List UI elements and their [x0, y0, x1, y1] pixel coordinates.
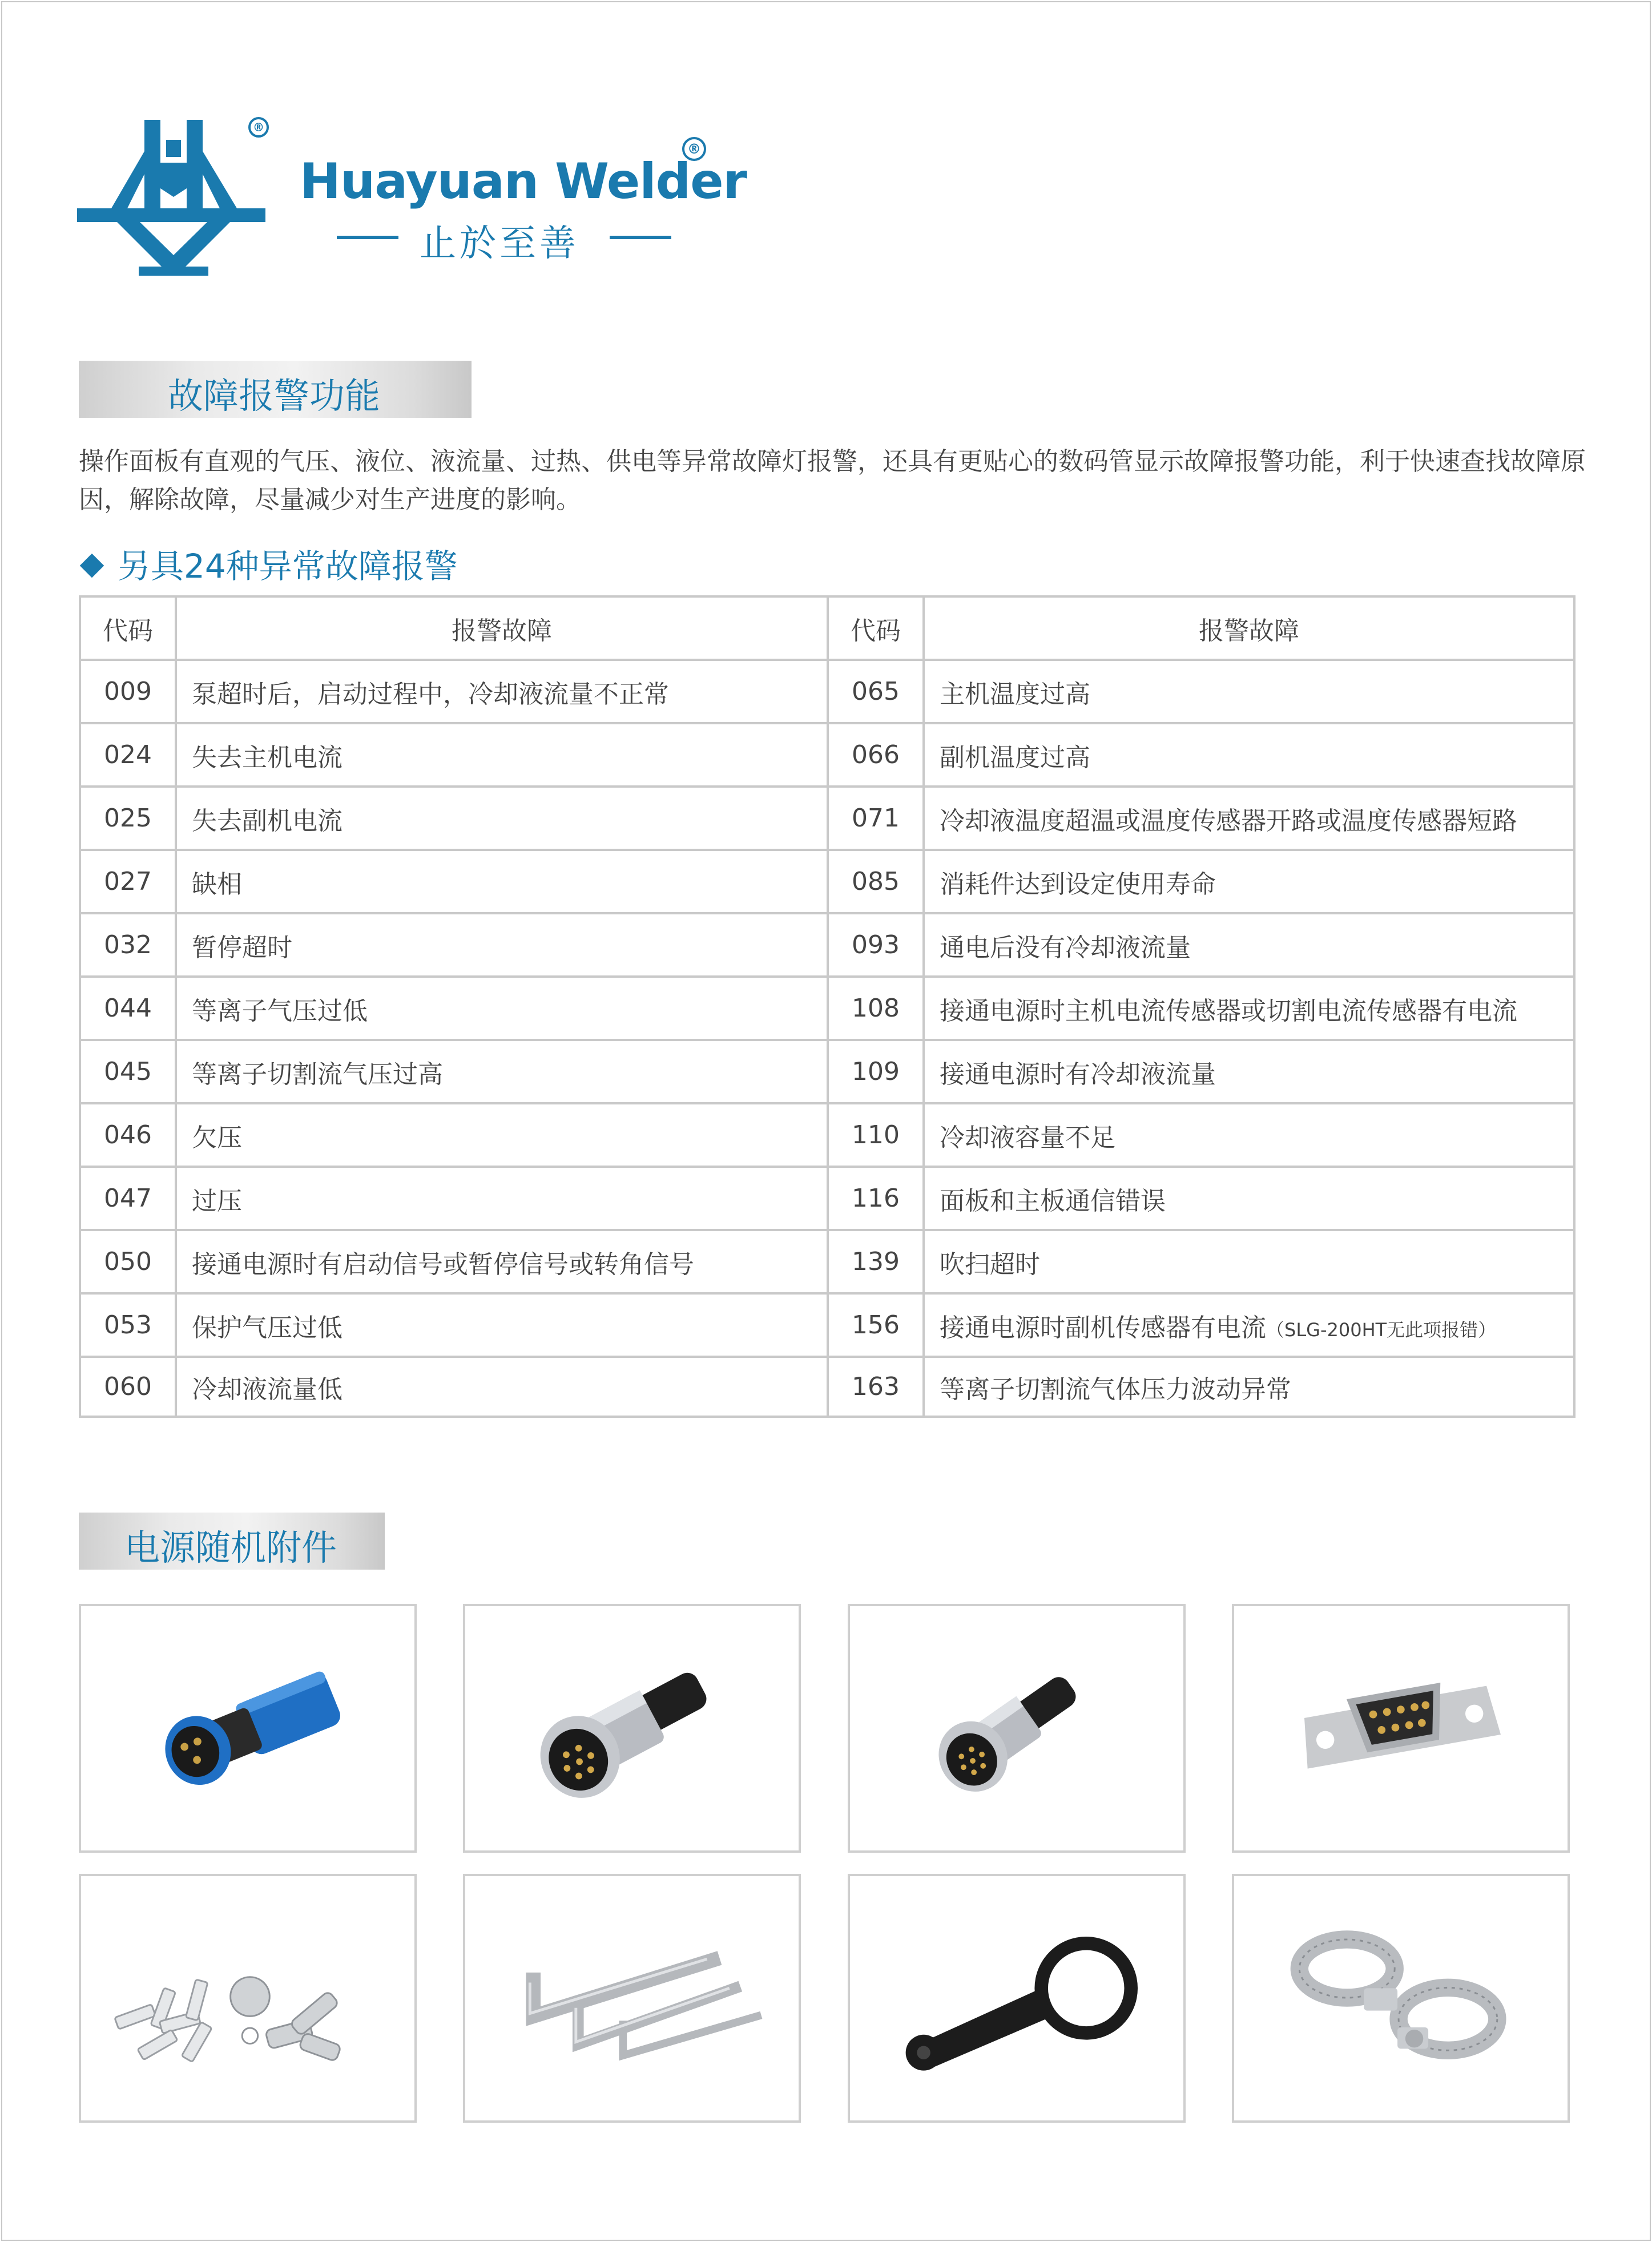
fault-code-text: 044 [104, 994, 152, 1023]
fault-code-text: 108 [852, 994, 900, 1023]
fault-code [828, 850, 924, 913]
fault-code-text: 116 [852, 1184, 900, 1213]
fault-description-text: 等离子切割流气压过高 [192, 1059, 443, 1089]
table-row [80, 1230, 1574, 1293]
fault-code [828, 1357, 924, 1417]
fault-description [924, 1230, 1574, 1293]
hex-keys-icon [465, 1876, 799, 2120]
fault-section-header [79, 361, 472, 418]
fault-description [176, 977, 828, 1040]
table-row [80, 1103, 1574, 1167]
fault-code [828, 1230, 924, 1293]
fault-description-text: 接通电源时有冷却液流量 [940, 1059, 1216, 1089]
fault-description-text: 保护气压过低 [192, 1313, 343, 1342]
fault-description-text: 暂停超时 [192, 933, 292, 962]
fault-code [828, 1293, 924, 1357]
fault-code [828, 723, 924, 787]
table-row [80, 913, 1574, 977]
fault-code [828, 1103, 924, 1167]
fault-code-table [79, 595, 1576, 1418]
fault-description-text: 冷却液流量低 [192, 1374, 343, 1404]
fault-description [176, 1103, 828, 1167]
fault-code-text: 109 [852, 1057, 900, 1086]
fault-code [828, 660, 924, 723]
fault-description [924, 723, 1574, 787]
fault-code-text: 009 [104, 677, 152, 706]
fault-code-text: 046 [104, 1120, 152, 1150]
table-row [80, 1167, 1574, 1230]
fault-code-text: 032 [104, 930, 152, 959]
fault-description-text: 等离子气压过低 [192, 996, 368, 1026]
slogan-line-left [337, 236, 398, 239]
fault-code [828, 1040, 924, 1103]
fault-code-text: 110 [852, 1120, 900, 1150]
fault-code [828, 913, 924, 977]
fault-code-text: 045 [104, 1057, 152, 1086]
fault-description [176, 787, 828, 850]
accessory-aviation-plug-large [463, 1604, 801, 1853]
fault-description-text: 缺相 [192, 869, 242, 899]
fault-code [80, 1293, 176, 1357]
fault-description-text: 面板和主板通信错误 [940, 1186, 1166, 1216]
fault-code [828, 787, 924, 850]
fault-code-text: 065 [852, 677, 900, 706]
fault-description [176, 1230, 828, 1293]
huayuan-logo-icon [77, 117, 271, 277]
fault-code-text: 027 [104, 867, 152, 896]
fault-description [924, 850, 1574, 913]
accessory-hex-keys [463, 1874, 801, 2123]
fault-code-text: 024 [104, 740, 152, 769]
fault-description-text: 失去主机电流 [192, 743, 343, 772]
fault-description [176, 723, 828, 787]
table-row [80, 1040, 1574, 1103]
table-row [80, 1293, 1574, 1357]
table-row [80, 850, 1574, 913]
fault-description [924, 913, 1574, 977]
fault-description-text: 泵超时后，启动过程中，冷却液流量不正常 [192, 679, 669, 709]
fault-code [80, 977, 176, 1040]
aviation-plug-large-icon [465, 1606, 799, 1850]
fault-description [176, 1293, 828, 1357]
fault-description-text: 通电后没有冷却液流量 [940, 933, 1191, 962]
fault-code-text: 156 [852, 1310, 900, 1340]
fault-code [80, 1040, 176, 1103]
fault-description [924, 1293, 1574, 1357]
fault-subtitle-text: 另具24种异常故障报警 [118, 547, 458, 586]
brand-registered-mark: ® [682, 137, 706, 161]
fault-description [176, 1040, 828, 1103]
accessory-db9-connector [1232, 1604, 1570, 1853]
fault-description-text: 过压 [192, 1186, 242, 1216]
accessories-section-header [79, 1513, 385, 1570]
fault-description-text: 副机温度过高 [940, 743, 1090, 772]
fault-description [924, 787, 1574, 850]
fault-description [924, 977, 1574, 1040]
slogan-line-right [610, 236, 671, 239]
fault-description-text: 消耗件达到设定使用寿命 [940, 869, 1216, 899]
fault-code [828, 1167, 924, 1230]
fault-code-text: 047 [104, 1184, 152, 1213]
fault-description-text: 接通电源时有启动信号或暂停信号或转角信号 [192, 1249, 694, 1279]
fault-code [828, 977, 924, 1040]
header-fault: 报警故障 [924, 596, 1574, 660]
fault-description-text: 冷却液温度超温或温度传感器开路或温度传感器短路 [940, 806, 1517, 836]
fault-description [924, 1040, 1574, 1103]
logo-registered-mark: ® [248, 117, 269, 138]
fault-code-text: 093 [852, 930, 900, 959]
fault-description-text: 失去副机电流 [192, 806, 343, 836]
fault-code [80, 913, 176, 977]
table-row [80, 1357, 1574, 1417]
accessory-blue-waterproof-connector [79, 1604, 417, 1853]
fault-code [80, 723, 176, 787]
table-header-row [80, 596, 1574, 660]
fault-description [176, 660, 828, 723]
fault-description-text: 接通电源时主机电流传感器或切割电流传感器有电流 [940, 996, 1517, 1026]
header-fault: 报警故障 [176, 596, 828, 660]
header-code: 代码 [80, 596, 176, 660]
fault-intro-text: 操作面板有直观的气压、液位、液流量、过热、供电等异常故障灯报警，还具有更贴心的数码管显示故障报警功能，利于快速查找故障原因，解除故障，尽量减少对生产进度的影响。 [79, 447, 1586, 514]
accessory-fuses-and-ring-terminals [79, 1874, 417, 2123]
fault-code [80, 850, 176, 913]
aviation-plug-small-icon [850, 1606, 1183, 1850]
fault-description [924, 1103, 1574, 1167]
diamond-bullet-icon [80, 554, 104, 578]
fault-subtitle [79, 539, 458, 587]
fault-code [80, 1103, 176, 1167]
fault-description [924, 1167, 1574, 1230]
accessory-aviation-plug-small [848, 1604, 1186, 1853]
fault-description-text: 吹扫超时 [940, 1249, 1040, 1279]
fault-description [176, 850, 828, 913]
fault-code-text: 085 [852, 867, 900, 896]
db9-connector-icon [1234, 1606, 1568, 1850]
fault-description [924, 1357, 1574, 1417]
fault-code-text: 025 [104, 804, 152, 833]
fault-code-text: 066 [852, 740, 900, 769]
accessory-torch-wrench [848, 1874, 1186, 2123]
fault-description [176, 1167, 828, 1230]
slogan: 止於至善 [420, 223, 579, 265]
hose-clamps-icon [1234, 1876, 1568, 2120]
fault-code-text: 060 [104, 1372, 152, 1401]
blue-waterproof-connector-icon [81, 1606, 414, 1850]
accessories-section-title: 电源随机附件 [124, 1527, 337, 1568]
fault-description [924, 660, 1574, 723]
fault-code [80, 1230, 176, 1293]
fault-code-text: 139 [852, 1247, 900, 1276]
fault-description-text: 等离子切割流气体压力波动异常 [940, 1374, 1291, 1404]
table-row [80, 787, 1574, 850]
fault-description-text: 冷却液容量不足 [940, 1123, 1115, 1152]
table-row [80, 660, 1574, 723]
fault-code-text: 053 [104, 1310, 152, 1340]
fault-description-text: 欠压 [192, 1123, 242, 1152]
table-row [80, 977, 1574, 1040]
fault-description-text: 主机温度过高 [940, 679, 1090, 709]
table-row [80, 723, 1574, 787]
fault-section-title: 故障报警功能 [168, 375, 381, 417]
fault-code-text: 163 [852, 1372, 900, 1401]
brand-name: Huayuan Welder [300, 153, 747, 210]
header-code: 代码 [828, 596, 924, 660]
fault-code [80, 1357, 176, 1417]
fault-code [80, 660, 176, 723]
accessory-hose-clamps [1232, 1874, 1570, 2123]
fault-description-text: 接通电源时副机传感器有电流 [940, 1313, 1266, 1342]
fault-code-text: 071 [852, 804, 900, 833]
fault-code [80, 1167, 176, 1230]
fault-code [80, 787, 176, 850]
fault-note: （SLG-200HT无此项报错） [1266, 1318, 1497, 1341]
fault-description [176, 913, 828, 977]
fuses-and-ring-terminals-icon [81, 1876, 414, 2120]
torch-wrench-icon [850, 1876, 1183, 2120]
fault-description [176, 1357, 828, 1417]
fault-code-text: 050 [104, 1247, 152, 1276]
